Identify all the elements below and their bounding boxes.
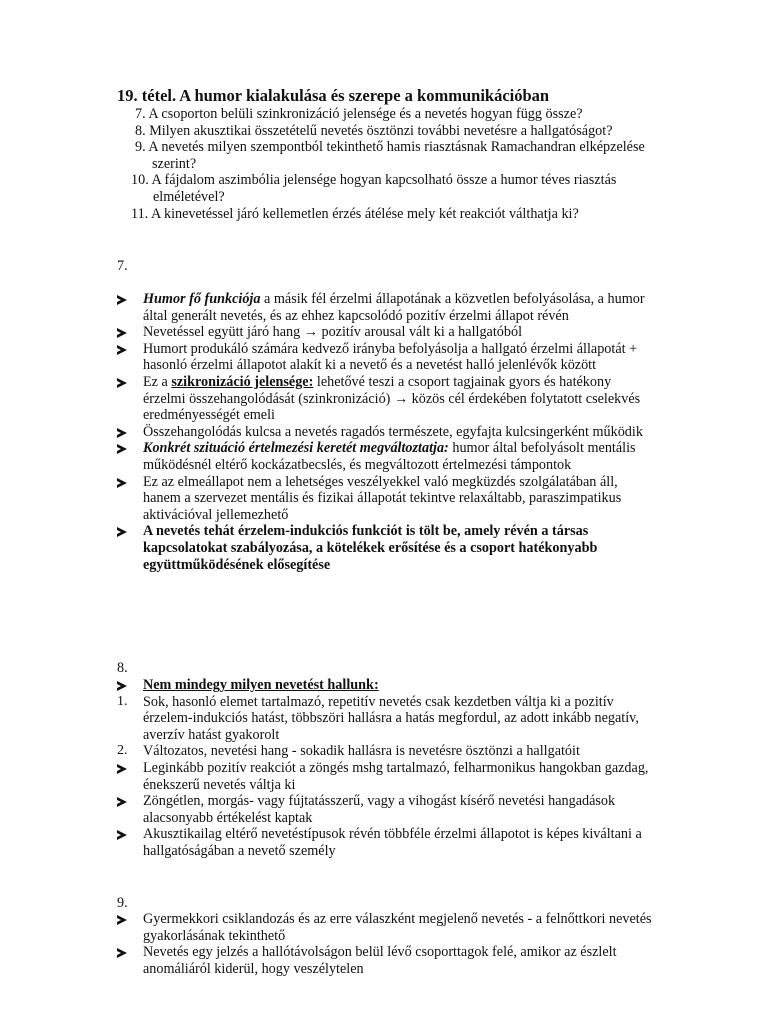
- section-9-list: [117, 911, 657, 977]
- list-item: [117, 374, 657, 424]
- item-text: Leginkább pozitív reakciót a zöngés mshg tartalmazó, felharmonikus hangokban gazdag, énekszerű nevetés váltja ki: [143, 759, 649, 793]
- list-item: [117, 474, 657, 524]
- item-text: Összehangolódás kulcsa a nevetés ragadós természete, egyfajta kulcsingerként működik: [143, 423, 643, 440]
- item-emphasis: Humor fő funkciója: [143, 291, 261, 307]
- list-item: [117, 944, 657, 977]
- item-text: Változatos, nevetési hang - sokadik hallásra is nevetésre ösztönzi a hallgatóit: [143, 743, 580, 760]
- list-item: [117, 743, 657, 760]
- section-7-list: [117, 291, 657, 573]
- item-text: Gyermekkori csiklandozás és az erre válaszként megjelenő nevetés - a felnőttkori nevetés gyakorlásának tekinthető: [143, 911, 652, 944]
- page-title: 19. tétel. A humor kialakulása és szerepe a kommunikációban: [117, 86, 550, 105]
- section-heading-9: 9.: [117, 895, 128, 911]
- section-heading-8: 8.: [117, 660, 128, 676]
- list-item: [117, 911, 657, 944]
- arrow-bullet-icon: [117, 760, 137, 779]
- list-item: [117, 324, 657, 341]
- arrow-bullet-icon: [117, 523, 137, 542]
- question-item: 10. A fájdalom aszimbólia jelensége hogyan kapcsolható össze a humor téves riasztás elméletével?: [131, 172, 617, 205]
- question-item: 9. A nevetés milyen szempontból tekinthető hamis riasztásnak Ramachandran elképzelése szerint?: [135, 139, 645, 172]
- item-text: Ez az elmeállapot nem a lehetséges veszélyekkel való megküzdés szolgálatában áll, hanem a szervezet mentális és fizikai állapotát tekintve relaxáltabb, paraszimpatikus aktivációval jellemezhető: [143, 473, 622, 523]
- item-text: Zöngétlen, morgás- vagy fújtatásszerű, vagy a vihogást kísérő nevetési hangadások alacsonyabb értékelést kaptak: [143, 793, 616, 826]
- item-text: A nevetés tehát érzelem-indukciós funkciót is tölt be, amely révén a társas kapcsolatokat szabályozása, a kötelékek erősítése és a csoport hatékonyabb együttműködésének elősegítése: [143, 523, 598, 573]
- question-item: 11. A kinevetéssel járó kellemetlen érzés átélése mely két reakciót válthatja ki?: [131, 205, 579, 222]
- item-text: humor által befolyásolt mentális működésnél eltérő kockázatbecslés, és megváltozott értelmezési támpontok: [143, 440, 636, 473]
- question-item: 8. Milyen akusztikai összetételű nevetés ösztönzi további nevetésre a hallgatóságot?: [135, 122, 613, 139]
- list-item: [117, 826, 657, 859]
- arrow-bullet-icon: [117, 944, 137, 963]
- item-text: Humort produkáló számára kedvező irányba befolyásolja a hallgató érzelmi állapotát + hasonló érzelmi állapotot alakít ki a nevető és a nevetést halló jelenlévők között: [143, 340, 638, 374]
- arrow-bullet-icon: [117, 374, 137, 393]
- item-emphasis: Nem mindegy milyen nevetést hallunk:: [143, 677, 379, 693]
- list-item: [117, 694, 657, 744]
- item-text: Akusztikailag eltérő nevetéstípusok révén többféle érzelmi állapotot is képes kiváltani a hallgatóságában a nevető személy: [143, 826, 642, 859]
- list-item: [117, 440, 657, 473]
- item-text: a másik fél érzelmi állapotának a közvetlen befolyásolása, a humor által generált nevetés, és az ehhez kapcsolódó pozitív érzelmi állapot révén: [143, 291, 645, 324]
- list-item: [117, 523, 657, 573]
- list-item: [117, 341, 657, 374]
- item-emphasis: szikronizáció jelensége:: [171, 373, 314, 390]
- section-heading-7: 7.: [117, 258, 128, 274]
- list-item: [117, 424, 657, 441]
- arrow-bullet-icon: [117, 911, 137, 930]
- item-emphasis: Konkrét szituáció értelmezési keretét megváltoztatja:: [143, 440, 449, 457]
- list-item: [117, 291, 657, 324]
- list-item: [117, 793, 657, 826]
- arrow-bullet-icon: [117, 291, 137, 310]
- item-text: lehetővé teszi a csoport tagjainak gyors és hatékony érzelmi összehangolódását (szinkronizáció) → közös cél érdekében folytatott cselekvés eredményességét emeli: [143, 373, 641, 424]
- item-number: 1.: [117, 693, 128, 709]
- list-item: [117, 677, 657, 694]
- item-text: Nevetés egy jelzés a hallótávolságon belül lévő csoporttagok felé, amikor az észlelt anomáliáról kiderül, hogy veszélytelen: [143, 944, 617, 977]
- item-number: 2.: [117, 743, 128, 759]
- arrow-bullet-icon: [117, 341, 137, 360]
- arrow-bullet-icon: [117, 826, 137, 845]
- section-8-list: [117, 677, 657, 860]
- arrow-bullet-icon: [117, 440, 137, 459]
- item-text: Ez a: [143, 373, 172, 390]
- list-item: [117, 760, 657, 793]
- question-list: [117, 106, 677, 222]
- question-item: 7. A csoporton belüli szinkronizáció jelensége és a nevetés hogyan függ össze?: [135, 106, 583, 122]
- item-text: Nevetéssel együtt járó hang → pozitív arousal vált ki a hallgatóból: [143, 324, 523, 341]
- arrow-bullet-icon: [117, 793, 137, 812]
- arrow-bullet-icon: [117, 474, 137, 493]
- item-text: Sok, hasonló elemet tartalmazó, repetitív nevetés csak kezdetben váltja ki a pozitív érzelem-indukciós hatást, többszöri hallásra a hatás megfordul, az adott inkább negatív, averzív hatást gyakorolt: [143, 693, 639, 743]
